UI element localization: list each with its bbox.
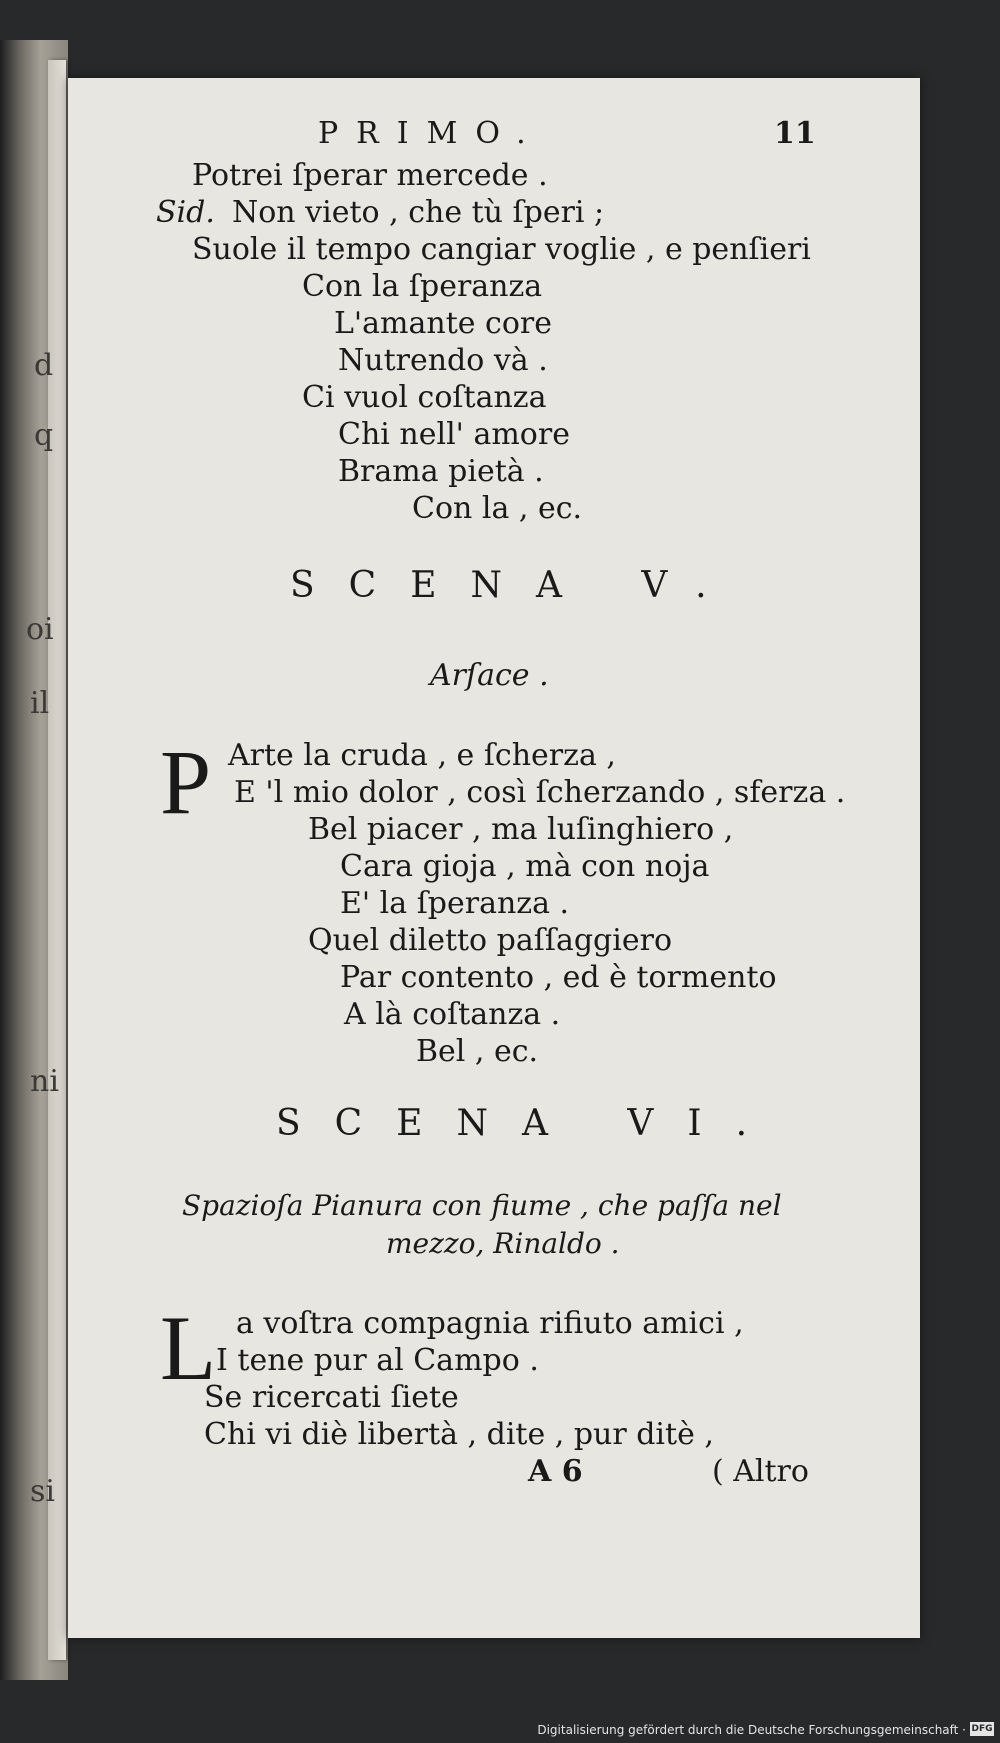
verse-line: Bel piacer , ma luſinghiero , [308, 812, 734, 847]
verse-line: Con la , ec. [412, 491, 583, 526]
verse-line: Cara gioja , mà con noja [340, 849, 710, 884]
verse-line: Par contento , ed è tormento [340, 960, 777, 995]
running-head-title: PRIMO. [318, 116, 544, 151]
scene-heading: SCENA VI. [276, 1103, 782, 1144]
verse-line: Arte la cruda , e ſcherza , [228, 738, 616, 773]
facing-page-edge [48, 60, 66, 1660]
spine-fragment: ni [30, 1064, 59, 1099]
verse-line: Potrei ſperar mercede . [192, 158, 548, 193]
spine-fragment: il [30, 686, 50, 721]
verse-line: L'amante core [334, 306, 553, 341]
book-page [68, 78, 920, 1638]
verse-line: Ci vuol coſtanza [302, 380, 547, 415]
verse-line: Quel diletto paſſaggiero [308, 923, 672, 958]
spine-fragment: si [30, 1474, 55, 1509]
spine-fragment: d [34, 348, 54, 383]
speaker-label: Sid. [156, 195, 215, 230]
dfg-logo: DFG [971, 1724, 993, 1734]
verse-line: a voſtra compagnia rifiuto amici , [236, 1306, 744, 1341]
drop-capital: P [160, 731, 212, 833]
verse-line: Brama pietà . [338, 454, 544, 489]
verse-line: Chi nell' amore [338, 417, 570, 452]
verse-line: Chi vi diè libertà , dite , pur ditè , [204, 1417, 714, 1452]
verse-line: E' la ſperanza . [340, 886, 570, 921]
verse-line: E 'l mio dolor , così ſcherzando , sferza . [234, 775, 846, 810]
funding-credit: Digitalisierung gefördert durch die Deutsche Forschungsgemeinschaft · [537, 1723, 966, 1737]
verse-line: Non vieto , che tù ſperi ; [232, 195, 605, 230]
spine-fragment: oi [26, 612, 54, 647]
stage-direction: mezzo, Rinaldo . [386, 1227, 620, 1260]
verse-line: Con la ſperanza [302, 269, 543, 304]
verse-line: Se ricercati ſiete [204, 1380, 459, 1415]
catchword: ( Altro [712, 1454, 809, 1489]
verse-line: Suole il tempo cangiar voglie , e penſieri [192, 232, 811, 267]
verse-line: A là coſtanza . [344, 997, 561, 1032]
character-name: Arſace . [430, 658, 549, 693]
signature-mark: A 6 [528, 1454, 583, 1489]
verse-line: I tene pur al Campo . [216, 1343, 539, 1378]
scene-heading: SCENA V. [290, 565, 741, 606]
verse-line: Nutrendo và . [338, 343, 548, 378]
spine-fragment: q [34, 418, 54, 453]
page-number: 11 [774, 116, 816, 151]
verse-line: Bel , ec. [416, 1034, 539, 1069]
footer-bar [0, 1715, 1000, 1743]
stage-direction: Spazioſa Pianura con fiume , che paſſa nel [182, 1189, 782, 1222]
drop-capital: L [160, 1297, 217, 1399]
